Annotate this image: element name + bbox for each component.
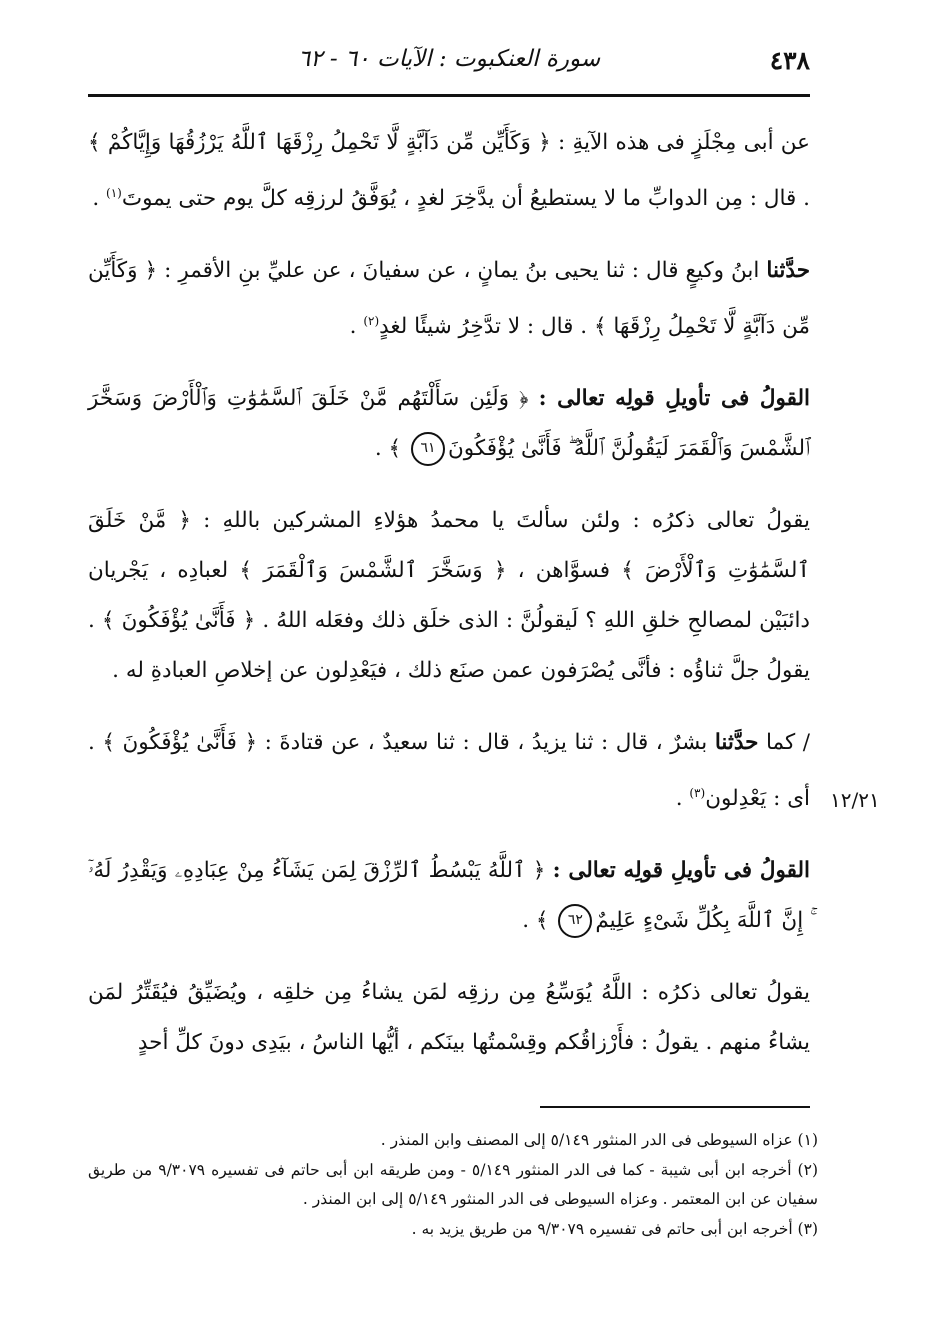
footnote-separator <box>540 1106 810 1108</box>
footnotes <box>88 1126 818 1245</box>
paragraph-4 <box>88 496 810 696</box>
paragraph-1 <box>88 118 810 224</box>
paragraph-7 <box>88 968 810 1068</box>
running-title: سورة العنكبوت : الآيات ٦٠ - ٦٢ <box>297 46 601 72</box>
quran-verse: ﴿ وَلَئِن سَأَلْتَهُم مَّنْ خَلَقَ ٱلسَّمَٰوَٰتِ وَٱلْأَرْضَ وَسَخَّرَ ٱلشَّمْسَ وَٱلْقَمَرَ لَيَقُولُنَّ ٱللَّهُ ۖ فَأَنَّىٰ يُؤْفَكُونَ <box>88 386 810 462</box>
paragraph-3 <box>88 374 810 474</box>
paragraph-text: ابنُ وكيعٍ قال : ثنا يحيى بنُ يمانٍ ، عن سفيانَ ، عن عليِّ بنِ الأقمرِ : ﴿ وَكَأَيِّن مِّن دَآبَّةٍ لَّا تَحْمِلُ رِزْقَهَا ﴾ . قال : لا تدَّخِرُ شيئًا لغدٍ <box>88 258 810 340</box>
footnote-ref: (١) <box>106 186 122 200</box>
main-text <box>88 118 810 1090</box>
paragraph-tail: . <box>675 786 690 812</box>
paragraph-6 <box>88 846 810 946</box>
paragraph-2 <box>88 246 810 352</box>
ayah-number-marker: ٦٢ <box>558 904 592 938</box>
paragraph-tail: . <box>349 314 364 340</box>
footnote-ref: (٣) <box>689 786 706 801</box>
section-heading-lead: القولُ فى تأويلِ قولِه تعالى : <box>538 386 811 412</box>
ayah-number-marker: ٦١ <box>411 432 445 466</box>
footnote-1: (١) عزاه السيوطى فى الدر المنثور ٥/١٤٩ إلى المصنف وابن المنذر . <box>380 1131 818 1149</box>
quran-verse: ﴿ ٱللَّهُ يَبْسُطُ ٱلرِّزْقَ لِمَن يَشَآءُ مِنْ عِبَادِهِۦ وَيَقْدِرُ لَهُۥٓ ۚ إِنَّ ٱللَّهَ بِكُلِّ شَىْءٍ عَلِيمٌ <box>88 858 810 934</box>
paragraph-text: بشرٌ ، قال : ثنا يزيدُ ، قال : ثنا سعيدٌ ، عن قتادةَ : ﴿ فَأَنَّىٰ يُؤْفَكُونَ ﴾ . أى : يَعْدِلون <box>88 730 810 812</box>
paragraph-text: عن أبى مِجْلَزٍ فى هذه الآيةِ : ﴿ وَكَأَيِّن مِّن دَآبَّةٍ لَّا تَحْمِلُ رِزْقَهَا ٱللَّهُ يَرْزُقُهَا وَإِيَّاكُمْ ﴾ . قال : مِن الدوابِّ ما لا يستطيعُ أن يدَّخِرَ لغدٍ ، يُوَفَّقُ لرزقِه كلَّ يوم حتى يموتَ <box>88 130 810 212</box>
paragraph-5 <box>88 718 810 824</box>
section-heading-lead: القولُ فى تأويلِ قولِه تعالى : <box>552 858 810 884</box>
header-rule <box>88 94 810 97</box>
paragraph-text: يقولُ تعالى ذكرُه : اللَّهُ يُوَسِّعُ مِن رزقِه لمَن يشاءُ مِن خلقِه ، ويُضَيِّقُ فيُقَتِّرُ لمَن يشاءُ منهم . يقولُ : فأَرْزاقُكم وقِسْمتُها بينَكم ، أيُّها الناسُ ، بيَدِى دونَ كلِّ أحدٍ <box>88 980 810 1056</box>
footnote-ref: (٢) <box>363 314 380 329</box>
margin-reference: ١٢/٢١ <box>830 788 880 812</box>
page-header <box>88 42 810 92</box>
page-number: ٤٣٨ <box>769 46 810 75</box>
paragraph-tail: ﴾ . <box>374 436 408 462</box>
paragraph-prefix: / كما <box>758 730 810 756</box>
footnote-3: (٣) أخرجه ابن أبى حاتم فى تفسيره ٩/٣٠٧٩ من طريق يزيد به . <box>411 1220 818 1238</box>
paragraph-tail: ﴾ . <box>522 908 556 934</box>
footnote-2: (٢) أخرجه ابن أبى شيبة - كما فى الدر المنثور ٥/١٤٩ - ومن طريقه ابن أبى حاتم فى تفسيره ٩/٣٠٧٩ من طريق سفيان عن ابن المعتمر . وعزاه السيوطى فى الدر المنثور ٥/١٤٩ إلى ابن المنذر . <box>88 1161 818 1208</box>
paragraph-tail: . <box>92 186 106 212</box>
isnad-lead: حدَّثنا <box>714 730 759 756</box>
isnad-lead: حدَّثنا <box>766 258 810 284</box>
paragraph-text: يقولُ تعالى ذكرُه : ولئن سألتَ يا محمدُ هؤلاءِ المشركين باللهِ : ﴿ مَّنْ خَلَقَ ٱلسَّمَٰوَٰتِ وَٱلْأَرْضَ ﴾ فسوَّاهن ، ﴿ وَسَخَّرَ ٱلشَّمْسَ وَٱلْقَمَرَ ﴾ لعبادِه ، يَجْريان دائبَيْن لمصالحِ خلقِ اللهِ ؟ لَيقولُنَّ : الذى خلَق ذلك وفعَله اللهُ . ﴿ فَأَنَّىٰ يُؤْفَكُونَ ﴾ . يقولُ جلَّ ثناؤُه : فأنَّى يُصْرَفون عمن صنَع ذلك ، فيَعْدِلون عن إخلاصِ العبادةِ له . <box>88 508 810 684</box>
